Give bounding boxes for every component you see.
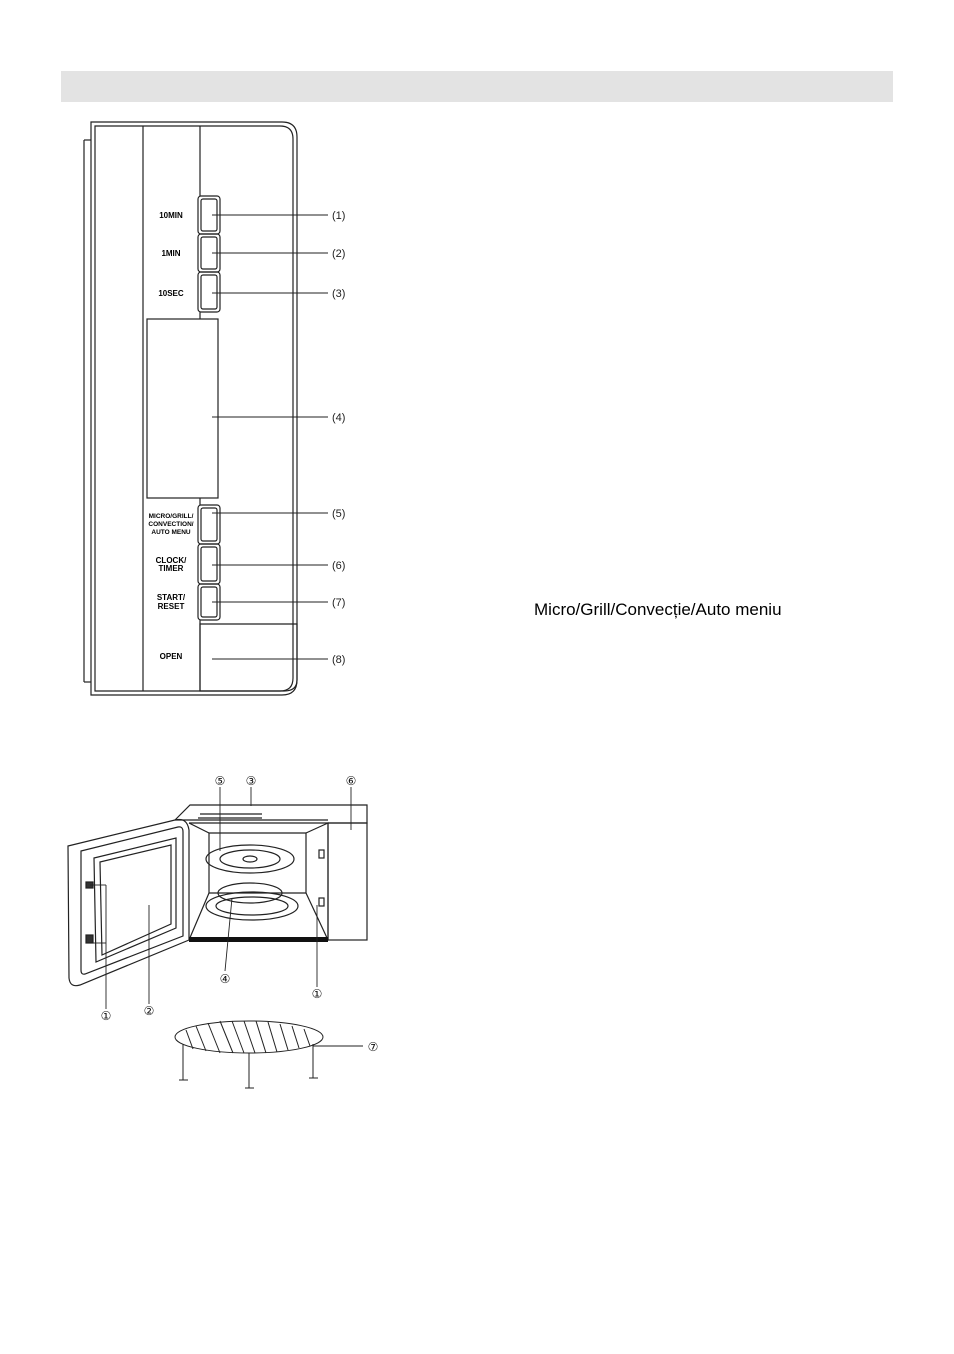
glass-turntable [206,845,294,873]
label-open: OPEN [159,652,183,661]
oven-side-panel [328,823,367,940]
label-clock-line1: CLOCK/ [155,556,187,565]
label-10sec: 10SEC [158,289,184,298]
callout-7: (7) [332,597,346,609]
label-10min: 10MIN [159,211,183,220]
marker-1-cavity: ① [311,987,323,1001]
callout-6: (6) [332,560,346,572]
label-mode-line3: AUTO MENU [151,529,191,536]
callout-3: (3) [332,288,346,300]
label-mode-line2: CONVECTION/ [148,521,194,528]
marker-3: ③ [245,774,257,788]
mode-description: Micro/Grill/Convecție/Auto meniu [534,600,782,619]
marker-4: ④ [219,972,231,986]
marker-2: ② [143,1004,155,1018]
callout-1: (1) [332,210,346,222]
marker-5: ⑤ [214,774,226,788]
marker-6: ⑥ [345,774,357,788]
marker-1-door: ① [100,1009,112,1023]
callout-8: (8) [332,654,346,666]
label-1min: 1MIN [161,249,181,258]
callout-4: (4) [332,412,346,424]
marker-7: ⑦ [367,1040,379,1054]
oven-base-strip [189,937,328,942]
callout-5: (5) [332,508,346,520]
label-mode-line1: MICRO/GRILL/ [148,513,194,520]
door-latch-bottom [86,935,93,943]
oven-cavity [189,823,328,940]
label-clock-line2: TIMER [158,564,184,573]
label-start-line2: RESET [157,602,185,611]
label-start-line1: START/ [156,593,186,602]
callout-2: (2) [332,248,346,260]
